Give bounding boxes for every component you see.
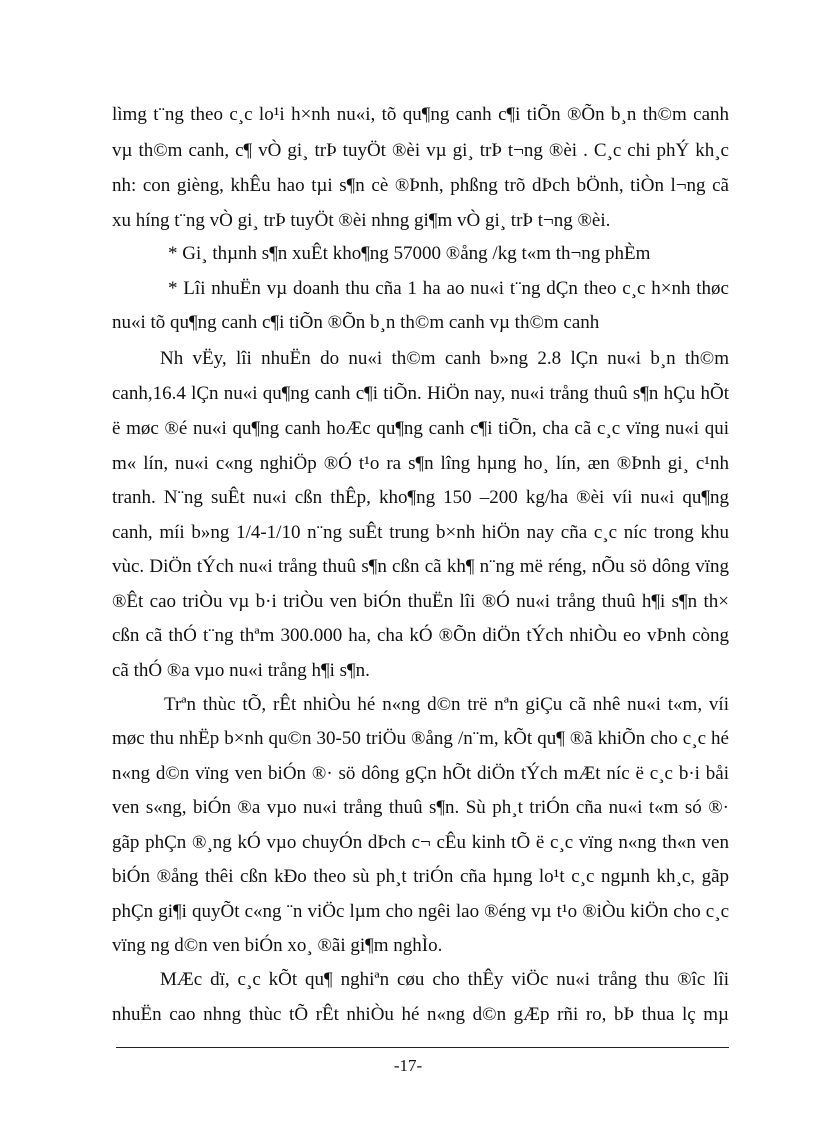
text-line-6: * Lîi nhuËn vµ doanh thu cña 1 ha ao nu«i t¨ng dÇn theo c¸c h×nh thøc (168, 278, 729, 299)
text-line-2: vµ th©m canh, c¶ vÒ gi¸ trÞ tuyÖt ®èi vµ gi¸ trÞ t¬ng ®èi . C¸c chi phÝ kh¸c (112, 140, 729, 161)
text-line-8: Nh vËy, lîi nhuËn do nu«i th©m canh b»ng 2.8 lÇn nu«i b¸n th©m (160, 348, 729, 369)
text-line-9: canh,16.4 lÇn nu«i qu¶ng canh c¶i tiÕn. HiÖn nay, nu«i trång thuû s¶n hÇu hÕt (112, 383, 729, 404)
page-number: -17- (393, 1056, 423, 1075)
text-line-20: n«ng d©n vïng ven biÓn ®· sö dông gÇn hÕt diÖn tÝch mÆt níc ë c¸c b·i båi (112, 763, 729, 784)
text-line-14: vùc. DiÖn tÝch nu«i trång thuû s¶n cßn cã kh¶ n¨ng më réng, nÕu sö dông vïng (112, 556, 729, 577)
text-line-19: møc thu nhËp b×nh qu©n 30-50 triÖu ®ång /n¨m, kÕt qu¶ ®ã khiÕn cho c¸c hé (112, 728, 729, 749)
text-line-25: vïng ng d©n ven biÓn xo¸ ®ãi gi¶m nghÌo. (112, 935, 443, 956)
text-line-22: gãp phÇn ®¸ng kÓ vµo chuyÓn dÞch c¬ cÊu kinh tÕ ë c¸c vïng n«ng th«n ven (112, 832, 729, 853)
text-line-5: * Gi¸ thµnh s¶n xuÊt kho¶ng 57000 ®ång /kg t«m th¬ng phÈm (168, 243, 651, 264)
footer-divider (116, 1047, 729, 1048)
text-line-10: ë møc ®é nu«i qu¶ng canh hoÆc qu¶ng canh c¶i tiÕn, cha cã c¸c vïng nu«i qui (112, 418, 729, 439)
text-line-26: MÆc dï, c¸c kÕt qu¶ nghiªn cøu cho thÊy viÖc nu«i trång thu ®îc lîi (160, 969, 729, 990)
text-line-12: tranh. N¨ng suÊt nu«i cßn thÊp, kho¶ng 150 –200 kg/ha ®èi víi nu«i qu¶ng (112, 487, 729, 508)
text-line-4: xu híng t¨ng vÒ gi¸ trÞ tuyÖt ®èi nhng gi¶m vÒ gi¸ trÞ t¬ng ®èi. (112, 210, 611, 231)
text-line-27: nhuËn cao nhng thùc tÕ rÊt nhiÒu hé n«ng d©n gÆp rñi ro, bÞ thua lç mµ (112, 1004, 729, 1025)
text-line-18: Trªn thùc tÕ, rÊt nhiÒu hé n«ng d©n trë nªn giÇu cã nhê nu«i t«m, víi (164, 694, 729, 715)
text-line-13: canh, míi b»ng 1/4-1/10 n¨ng suÊt trung b×nh hiÖn nay cña c¸c níc trong khu (112, 522, 729, 543)
text-line-16: cßn cã thÓ t¨ng thªm 300.000 ha, cha kÓ ®Õn diÖn tÝch nhiÒu eo vÞnh còng (112, 625, 729, 646)
text-line-3: nh: con gièng, khÊu hao tµi s¶n cè ®Þnh, phßng trõ dÞch bÖnh, tiÒn l¬ng cã (112, 175, 729, 196)
text-line-21: ven s«ng, biÓn ®a vµo nu«i trång thuû s¶n. Sù ph¸t triÓn cña nu«i t«m só ®· (112, 797, 729, 818)
text-line-7: nu«i tõ qu¶ng canh c¶i tiÕn ®Õn b¸n th©m canh vµ th©m canh (112, 312, 600, 333)
text-line-1: lìmg t¨ng theo c¸c lo¹i h×nh nu«i, tõ qu¶ng canh c¶i tiÕn ®Õn b¸n th©m canh (112, 104, 729, 125)
text-line-24: phÇn gi¶i quyÕt c«ng ¨n viÖc lµm cho ngêi lao ®éng vµ t¹o ®iÒu kiÖn cho c¸c (112, 901, 729, 922)
text-line-23: biÓn ®ång thêi cßn kÐo theo sù ph¸t triÓn cña hµng lo¹t c¸c ngµnh kh¸c, gãp (112, 866, 729, 887)
text-line-15: ®Êt cao triÒu vµ b·i triÒu ven biÓn thuËn lîi ®Ó nu«i trång thuû h¶i s¶n th× (112, 591, 729, 612)
text-line-11: m« lín, nu«i c«ng nghiÖp ®Ó t¹o ra s¶n lîng hµng ho¸ lín, æn ®Þnh gi¸ c¹nh (112, 453, 729, 474)
text-line-17: cã thÓ ®a vµo nu«i trång h¶i s¶n. (112, 660, 370, 681)
